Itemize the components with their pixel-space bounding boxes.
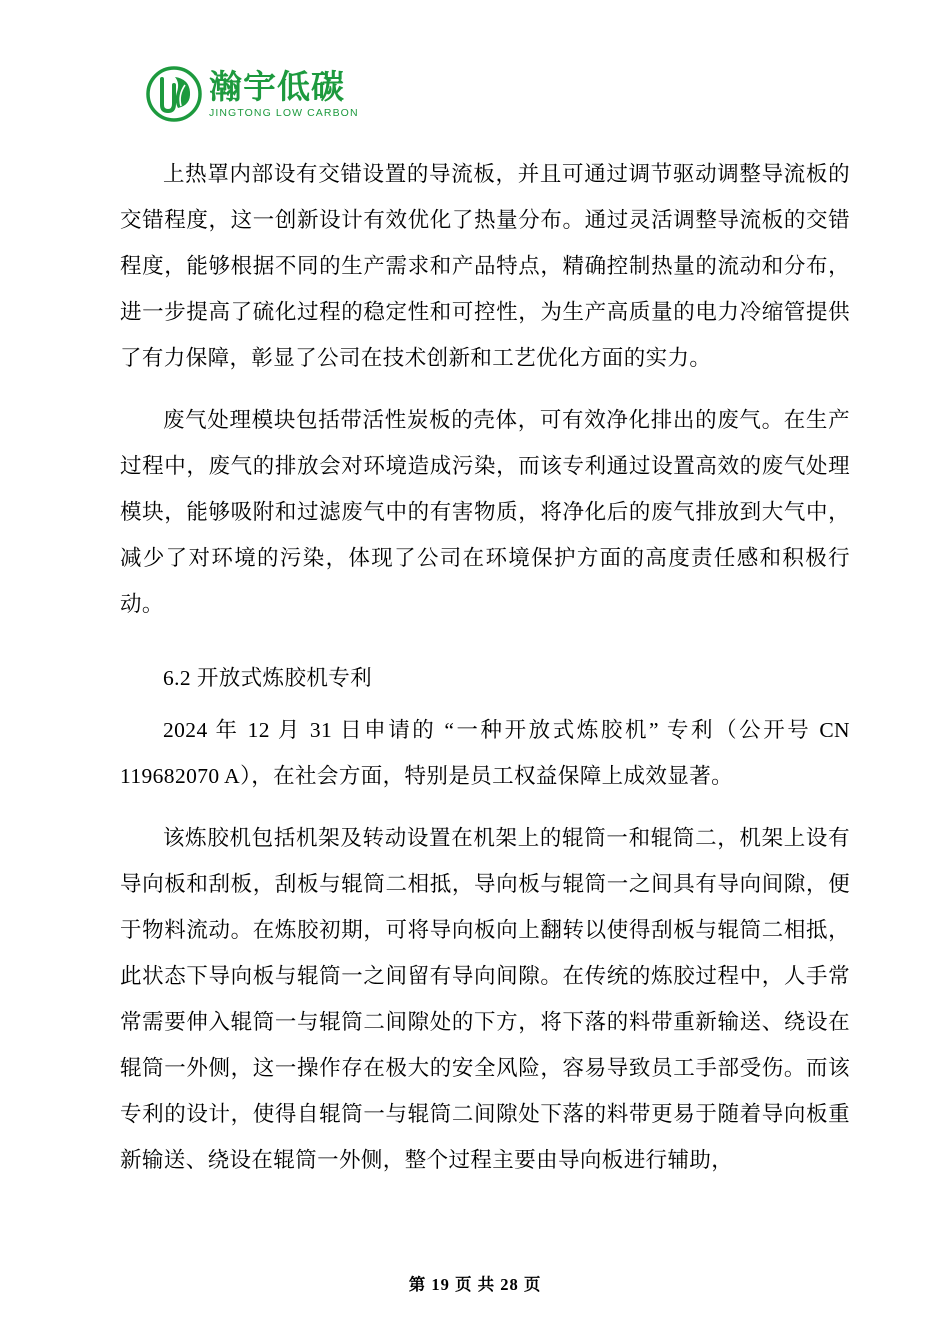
paragraph-spacer — [120, 383, 850, 397]
section-heading: 6.2 开放式炼胶机专利 — [163, 666, 373, 690]
footer-middle: 页 共 — [454, 1275, 496, 1294]
leaf-monogram-icon — [145, 65, 203, 123]
footer-prefix: 第 — [408, 1275, 427, 1294]
footer-suffix: 页 — [523, 1275, 542, 1294]
logo-english-name: JINGTONG LOW CARBON — [209, 106, 359, 119]
body-paragraph: 上热罩内部设有交错设置的导流板，并且可通过调节驱动调整导流板的交错程度，这一创新设计有效优化了热量分布。通过灵活调整导流板的交错程度，能够根据不同的生产需求和产品特点，精确控制热量的流动和分布，进一步提高了硫化过程的稳定性和可控性，为生产高质量的电力冷缩管提供了有力保障，彰显了公司在技术创新和工艺优化方面的实力。 — [120, 162, 850, 370]
company-logo — [145, 65, 850, 123]
footer-total-pages: 28 — [500, 1275, 519, 1294]
logo-wordmark — [209, 67, 359, 119]
footer-current-page: 19 — [431, 1275, 450, 1294]
body-paragraph: 2024 年 12 月 31 日申请的 “一种开放式炼胶机” 专利（公开号 CN 119682070 A），在社会方面，特别是员工权益保障上成效显著。 — [120, 718, 850, 788]
body-paragraph: 废气处理模块包括带活性炭板的壳体，可有效净化排出的废气。在生产过程中，废气的排放会对环境造成污染，而该专利通过设置高效的废气处理模块，能够吸附和过滤废气中的有害物质，将净化后的废气排放到大气中，减少了对环境的污染，体现了公司在环境保护方面的高度责任感和积极行动。 — [120, 408, 850, 616]
paragraph-spacer — [120, 801, 850, 815]
page-footer — [0, 1271, 950, 1295]
paragraph-spacer — [120, 629, 850, 643]
body-paragraph: 该炼胶机包括机架及转动设置在机架上的辊筒一和辊筒二，机架上设有导向板和刮板，刮板与辊筒二相抵，导向板与辊筒一之间具有导向间隙，便于物料流动。在炼胶初期，可将导向板向上翻转以使得刮板与辊筒二相抵，此状态下导向板与辊筒一之间留有导向间隙。在传统的炼胶过程中，人手常常需要伸入辊筒一与辊筒二间隙处的下方，将下落的料带重新输送、绕设在辊筒一外侧，这一操作存在极大的安全风险，容易导致员工手部受伤。而该专利的设计，使得自辊筒一与辊筒二间隙处下落的料带更易于随着导向板重新输送、绕设在辊筒一外侧，整个过程主要由导向板进行辅助， — [120, 826, 850, 1172]
logo-chinese-name: 瀚宇低碳 — [209, 67, 345, 105]
